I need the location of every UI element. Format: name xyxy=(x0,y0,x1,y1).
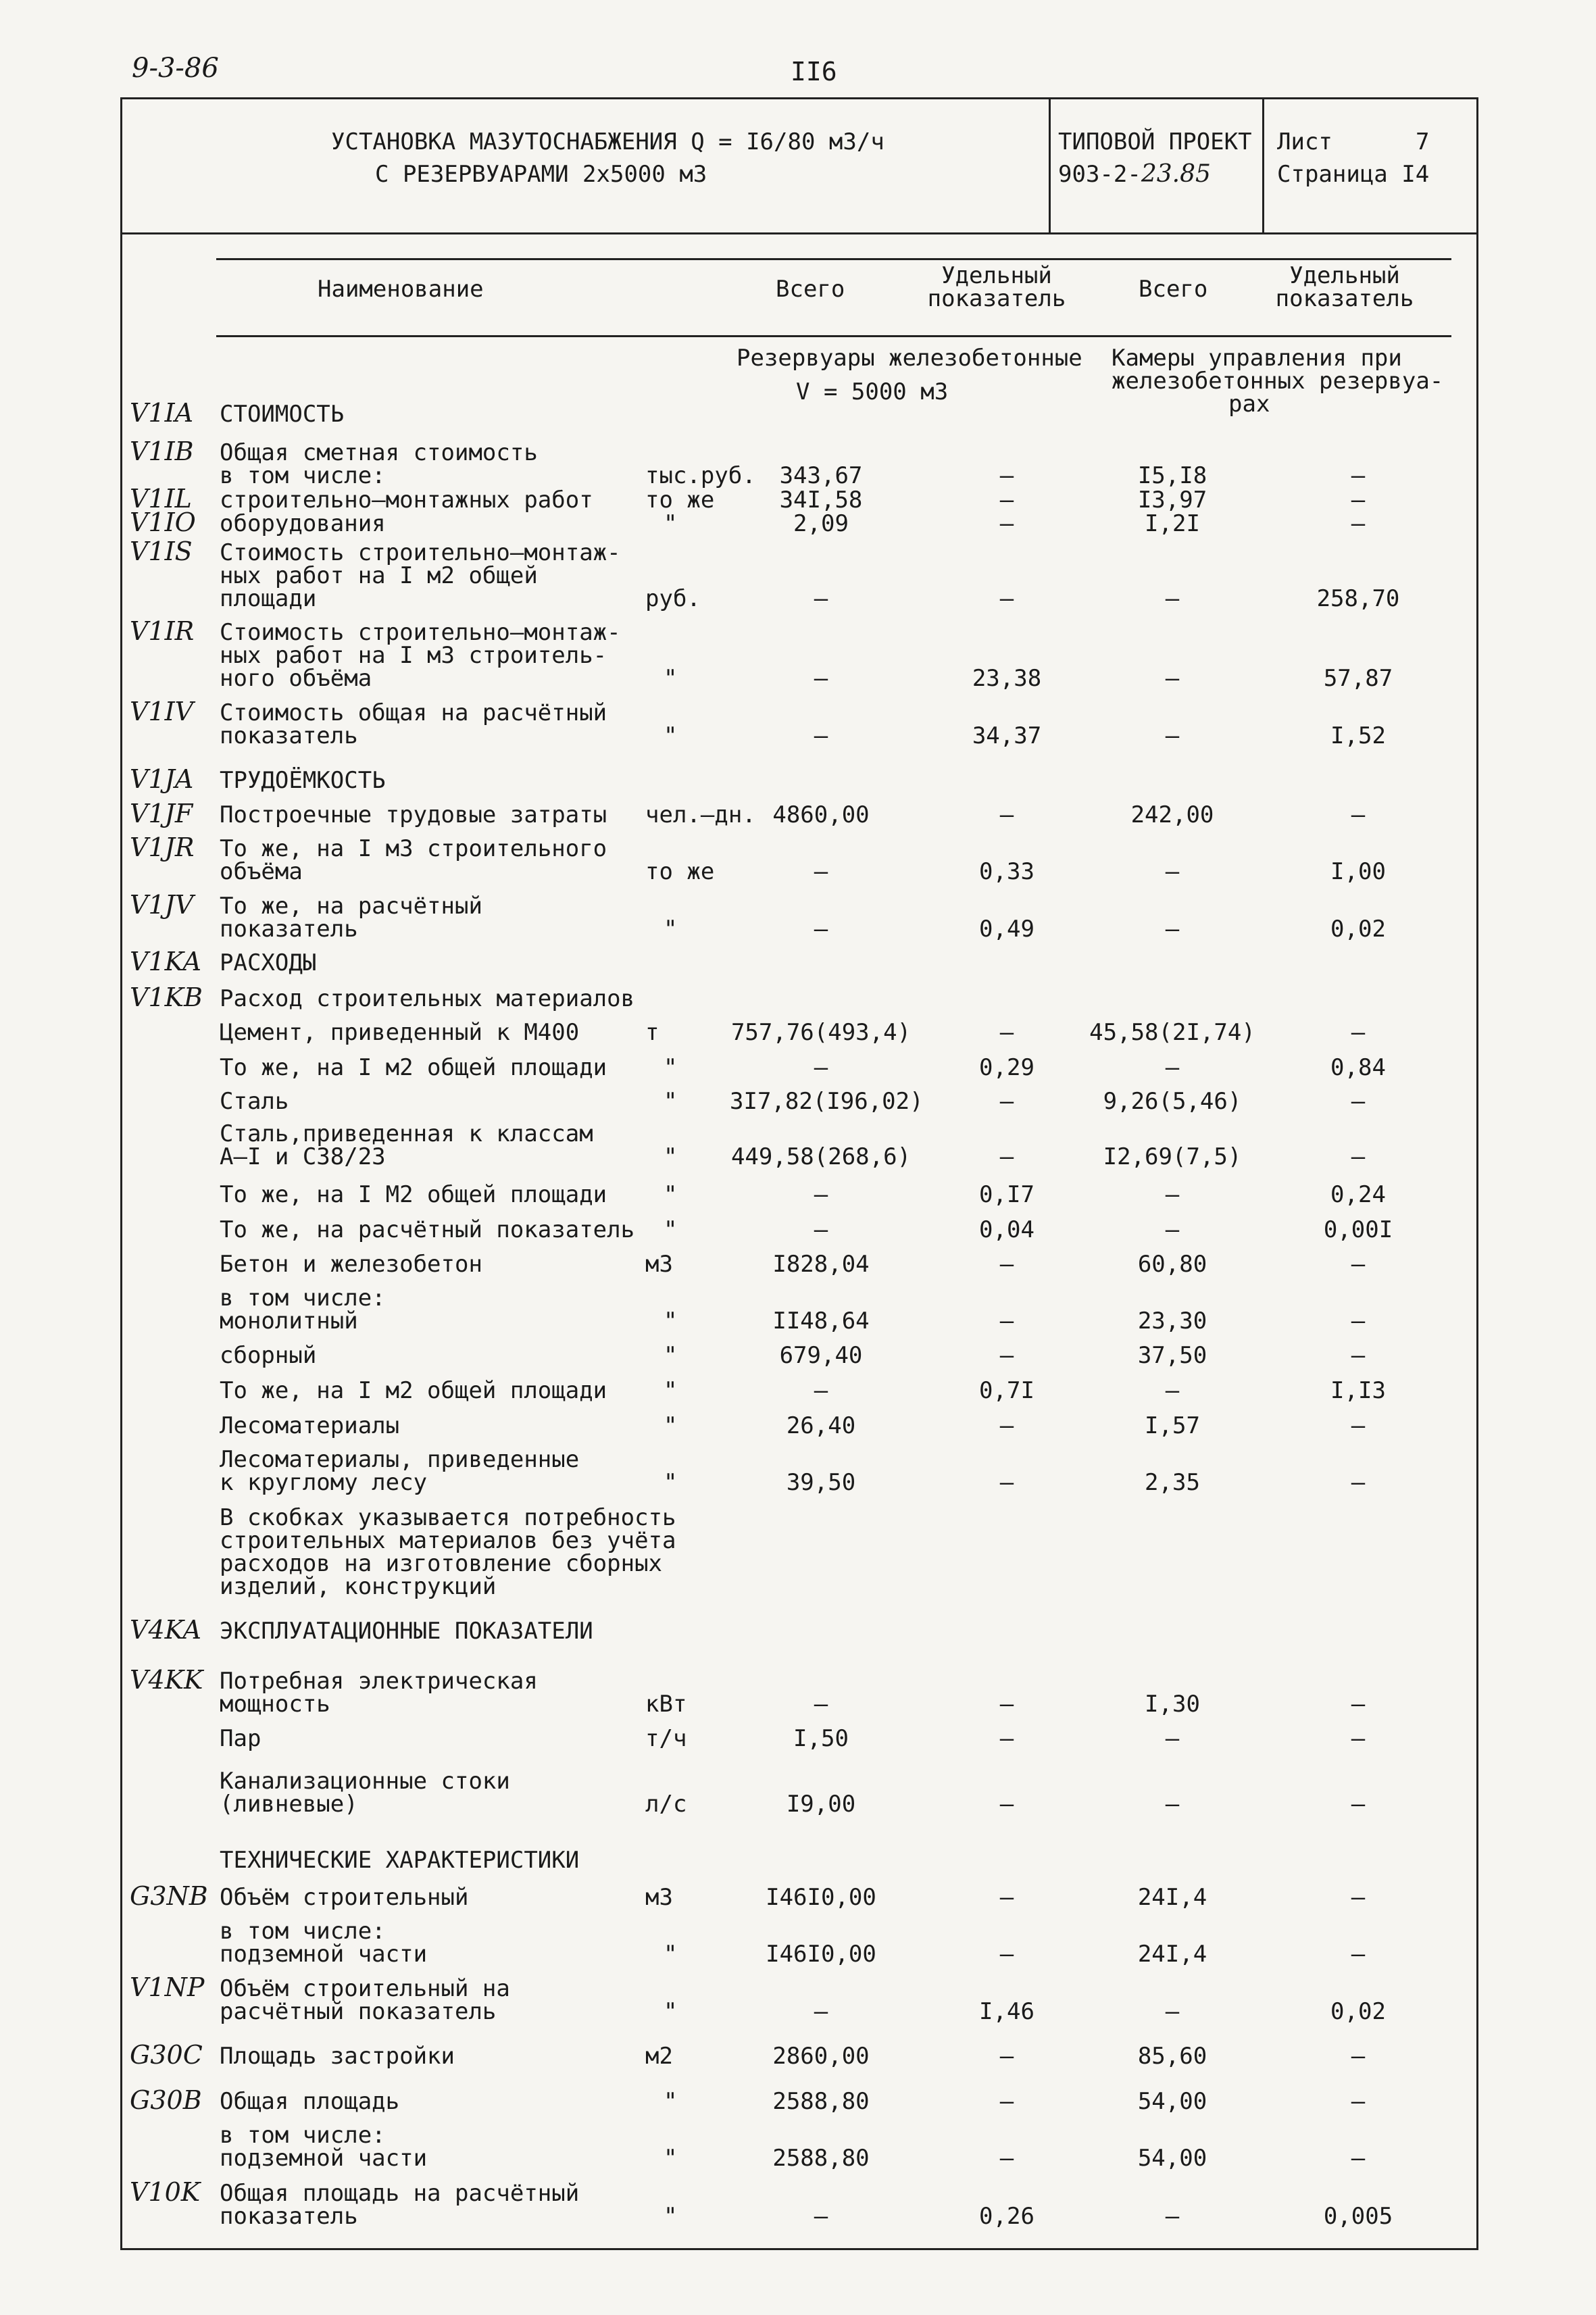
row-name: Канализационные стоки xyxy=(220,1768,510,1795)
row-unit: то же xyxy=(645,487,715,514)
row-unit: " xyxy=(664,1088,678,1115)
col-header-specific-1-line2: показатель xyxy=(927,285,1066,312)
row-specific-2: – xyxy=(1351,801,1366,828)
col-header-specific-1-line1: Удельный xyxy=(941,262,1052,289)
row-total-2: – xyxy=(1165,2203,1180,2230)
page-label: Страница I4 xyxy=(1277,161,1430,188)
row-name: Объём строительный xyxy=(220,1884,469,1911)
row-specific-2: – xyxy=(1351,1469,1366,1496)
row-total-1: 26,40 xyxy=(786,1412,856,1439)
row-unit: кВт xyxy=(645,1691,687,1718)
row-name: в том числе: xyxy=(220,1918,386,1945)
row-total-1: – xyxy=(814,2203,828,2230)
row-specific-2: – xyxy=(1351,462,1366,489)
row-specific-1: – xyxy=(999,2145,1014,2172)
row-total-1: 34I,58 xyxy=(779,487,863,514)
row-specific-1: – xyxy=(999,801,1014,828)
row-unit: " xyxy=(664,1412,678,1439)
row-name: подземной части xyxy=(220,2145,428,2172)
col-header-specific-2-line2: показатель xyxy=(1275,285,1414,312)
project-label: ТИПОВОЙ ПРОЕКТ xyxy=(1058,128,1252,155)
row-code: V1IR xyxy=(130,616,195,646)
row-specific-1: 0,26 xyxy=(979,2203,1034,2230)
row-name: Стоимость строительно–монтаж- xyxy=(220,539,621,566)
group-1-heading-line1: Резервуары железобетонные xyxy=(737,345,1082,372)
row-name: строительных материалов без учёта xyxy=(220,1527,676,1554)
row-total-1: – xyxy=(814,1216,828,1243)
row-name: показатель xyxy=(220,2203,358,2230)
row-unit: " xyxy=(664,2088,678,2115)
row-total-1: 2588,80 xyxy=(772,2088,870,2115)
row-specific-2: 258,70 xyxy=(1316,585,1400,612)
row-specific-2: – xyxy=(1351,1251,1366,1278)
col-header-specific-2-line1: Удельный xyxy=(1289,262,1400,289)
row-specific-2: – xyxy=(1351,1412,1366,1439)
row-unit: " xyxy=(664,1377,678,1404)
row-name: к круглому лесу xyxy=(220,1469,428,1496)
row-specific-1: – xyxy=(999,2043,1014,2070)
row-total-2: 24I,4 xyxy=(1137,1941,1207,1968)
row-specific-1: 34,37 xyxy=(972,722,1042,749)
row-name: объёма xyxy=(220,858,303,885)
row-name: То же, на I м2 общей площади xyxy=(220,1377,607,1404)
row-specific-1: I,46 xyxy=(979,1998,1034,2025)
row-specific-1: – xyxy=(999,1469,1014,1496)
row-specific-1: – xyxy=(999,1941,1014,1968)
row-specific-2: 0,84 xyxy=(1330,1054,1386,1081)
row-name: То же, на I М2 общей площади xyxy=(220,1181,607,1208)
row-unit: м3 xyxy=(645,1884,673,1911)
sheet-label: Лист xyxy=(1277,128,1332,155)
row-total-1: – xyxy=(814,916,828,943)
row-unit: " xyxy=(664,665,678,692)
row-specific-2: 0,005 xyxy=(1323,2203,1393,2230)
row-specific-1: – xyxy=(999,1791,1014,1818)
row-specific-2: – xyxy=(1351,1691,1366,1718)
row-specific-2: – xyxy=(1351,1342,1366,1369)
row-total-2: 24I,4 xyxy=(1137,1884,1207,1911)
row-total-1: – xyxy=(814,1377,828,1404)
row-code: V1KB xyxy=(130,982,203,1012)
row-specific-1: – xyxy=(999,1143,1014,1170)
row-total-1: 2588,80 xyxy=(772,2145,870,2172)
row-unit: " xyxy=(664,2203,678,2230)
row-name: изделий, конструкций xyxy=(220,1573,497,1600)
row-total-1: 2860,00 xyxy=(772,2043,870,2070)
row-unit: т xyxy=(645,1019,659,1046)
row-unit: т/ч xyxy=(645,1725,687,1752)
title-block-vline-1 xyxy=(1049,97,1051,232)
row-total-2: 242,00 xyxy=(1130,801,1214,828)
sheet-value: 7 xyxy=(1416,128,1430,155)
row-total-2: I,57 xyxy=(1145,1412,1200,1439)
row-code: V1IS xyxy=(130,537,193,566)
row-specific-1: 0,49 xyxy=(979,916,1034,943)
row-unit: " xyxy=(664,1998,678,2025)
row-name: Общая площадь xyxy=(220,2088,400,2115)
row-unit: " xyxy=(664,510,678,537)
row-specific-1: – xyxy=(999,1251,1014,1278)
project-code-print: 903-2- xyxy=(1058,161,1141,188)
row-name: То же, на I м3 строительного xyxy=(220,835,607,862)
row-name: ного объёма xyxy=(220,665,372,692)
row-total-1: – xyxy=(814,1998,828,2025)
row-specific-2: – xyxy=(1351,487,1366,514)
row-total-1: 449,58(268,6) xyxy=(730,1143,912,1170)
row-specific-1: 0,29 xyxy=(979,1054,1034,1081)
row-name: расходов на изготовление сборных xyxy=(220,1550,663,1577)
row-specific-2: – xyxy=(1351,1941,1366,1968)
row-unit: " xyxy=(664,1216,678,1243)
row-code: V1JF xyxy=(130,799,193,828)
row-total-1: – xyxy=(814,722,828,749)
row-name: Лесоматериалы xyxy=(220,1412,400,1439)
row-specific-2: – xyxy=(1351,1143,1366,1170)
row-specific-1: – xyxy=(999,510,1014,537)
row-specific-2: – xyxy=(1351,1884,1366,1911)
row-unit: " xyxy=(664,1342,678,1369)
row-total-2: 23,30 xyxy=(1137,1308,1207,1335)
row-name: Потребная электрическая xyxy=(220,1668,538,1695)
row-total-2: – xyxy=(1165,916,1180,943)
row-name: оборудования xyxy=(220,510,386,537)
row-total-2: – xyxy=(1165,1216,1180,1243)
row-specific-1: – xyxy=(999,1342,1014,1369)
row-code: V1IV xyxy=(130,697,194,726)
row-name: сборный xyxy=(220,1342,317,1369)
row-total-2: 54,00 xyxy=(1137,2145,1207,2172)
row-specific-1: 0,04 xyxy=(979,1216,1034,1243)
row-specific-2: 0,24 xyxy=(1330,1181,1386,1208)
row-name: показатель xyxy=(220,722,358,749)
row-total-2: – xyxy=(1165,585,1180,612)
row-name: в том числе: xyxy=(220,462,386,489)
row-total-2: 60,80 xyxy=(1137,1251,1207,1278)
row-total-2: I3,97 xyxy=(1137,487,1207,514)
row-specific-1: 23,38 xyxy=(972,665,1042,692)
row-unit: " xyxy=(664,2145,678,2172)
row-name: показатель xyxy=(220,916,358,943)
row-total-2: I,2I xyxy=(1145,510,1200,537)
page-number: II6 xyxy=(791,57,837,86)
row-unit: " xyxy=(664,1054,678,1081)
row-name: РАСХОДЫ xyxy=(220,949,317,976)
row-code: V1KA xyxy=(130,947,201,976)
row-code: V4KA xyxy=(130,1615,201,1645)
row-specific-2: 0,00I xyxy=(1323,1216,1393,1243)
row-total-1: 3I7,82(I96,02) xyxy=(730,1088,924,1115)
row-specific-2: – xyxy=(1351,1725,1366,1752)
row-name: мощность xyxy=(220,1691,330,1718)
row-name: Лесоматериалы, приведенные xyxy=(220,1446,580,1473)
row-total-2: – xyxy=(1165,858,1180,885)
row-total-1: 2,09 xyxy=(793,510,849,537)
row-code: V1JV xyxy=(130,890,194,920)
row-unit: м3 xyxy=(645,1251,673,1278)
row-total-2: – xyxy=(1165,722,1180,749)
row-name: подземной части xyxy=(220,1941,428,1968)
row-name: СТОИМОСТЬ xyxy=(220,401,345,428)
row-total-1: – xyxy=(814,1054,828,1081)
row-name: (ливневые) xyxy=(220,1791,358,1818)
row-specific-1: – xyxy=(999,1725,1014,1752)
row-total-2: I,30 xyxy=(1145,1691,1200,1718)
row-specific-2: I,52 xyxy=(1330,722,1386,749)
row-specific-2: 57,87 xyxy=(1323,665,1393,692)
row-code: V1IA xyxy=(130,398,194,428)
row-code: V1JA xyxy=(130,764,194,794)
row-unit: " xyxy=(664,1308,678,1335)
row-total-2: – xyxy=(1165,1181,1180,1208)
row-name: Стоимость строительно–монтаж- xyxy=(220,619,621,646)
row-total-2: – xyxy=(1165,1791,1180,1818)
row-name: Расход строительных материалов xyxy=(220,985,635,1012)
row-name: Объём строительный на xyxy=(220,1975,510,2002)
row-total-1: – xyxy=(814,1691,828,1718)
row-name: А–I и С38/23 xyxy=(220,1143,386,1170)
row-specific-2: – xyxy=(1351,2043,1366,2070)
row-total-2: 85,60 xyxy=(1137,2043,1207,2070)
row-name: Сталь,приведенная к классам xyxy=(220,1120,593,1147)
row-specific-1: – xyxy=(999,487,1014,514)
row-name: монолитный xyxy=(220,1308,358,1335)
title-block-vline-2 xyxy=(1262,97,1264,232)
row-specific-1: – xyxy=(999,462,1014,489)
row-specific-2: – xyxy=(1351,1088,1366,1115)
group-1-heading-line2: V = 5000 м3 xyxy=(796,378,949,405)
row-unit: руб. xyxy=(645,585,701,612)
row-name: ТРУДОЁМКОСТЬ xyxy=(220,767,386,794)
row-total-2: I2,69(7,5) xyxy=(1103,1143,1242,1170)
row-unit: " xyxy=(664,1469,678,1496)
row-specific-1: – xyxy=(999,585,1014,612)
project-code xyxy=(1058,162,1211,186)
row-unit: " xyxy=(664,1941,678,1968)
table-top-rule xyxy=(216,258,1451,260)
row-name: строительно–монтажных работ xyxy=(220,487,593,514)
row-name: То же, на I м2 общей площади xyxy=(220,1054,607,1081)
row-code: G3NB xyxy=(130,1881,208,1911)
row-total-1: 679,40 xyxy=(779,1342,863,1369)
row-name: в том числе: xyxy=(220,1285,386,1312)
row-specific-1: – xyxy=(999,1884,1014,1911)
row-total-2: – xyxy=(1165,1725,1180,1752)
row-specific-1: 0,I7 xyxy=(979,1181,1034,1208)
row-total-2: 45,58(2I,74) xyxy=(1089,1019,1255,1046)
col-header-total-2: Всего xyxy=(1139,276,1208,303)
row-total-2: – xyxy=(1165,1998,1180,2025)
row-total-1: 4860,00 xyxy=(772,801,870,828)
row-specific-2: I,I3 xyxy=(1330,1377,1386,1404)
row-total-1: – xyxy=(814,585,828,612)
row-total-1: 757,76(493,4) xyxy=(730,1019,912,1046)
row-total-2: 54,00 xyxy=(1137,2088,1207,2115)
row-code: G30B xyxy=(130,2085,202,2115)
row-total-1: – xyxy=(814,665,828,692)
row-code: V1NP xyxy=(130,1972,205,2002)
row-specific-2: – xyxy=(1351,2145,1366,2172)
row-name: Сталь xyxy=(220,1088,289,1115)
row-name: Площадь застройки xyxy=(220,2043,455,2070)
row-unit: м2 xyxy=(645,2043,673,2070)
project-code-hand: 23.85 xyxy=(1141,160,1211,188)
row-total-1: II48,64 xyxy=(772,1308,870,1335)
row-name: То же, на расчётный показатель xyxy=(220,1216,635,1243)
row-unit: тыс.руб. xyxy=(645,462,756,489)
row-specific-1: – xyxy=(999,1308,1014,1335)
row-total-2: – xyxy=(1165,665,1180,692)
col-header-name: Наименование xyxy=(318,276,484,303)
row-total-1: 343,67 xyxy=(779,462,863,489)
row-name: В скобках указывается потребность xyxy=(220,1504,676,1531)
row-specific-1: – xyxy=(999,1412,1014,1439)
row-total-2: – xyxy=(1165,1054,1180,1081)
row-specific-1: 0,33 xyxy=(979,858,1034,885)
row-specific-2: – xyxy=(1351,1791,1366,1818)
row-total-1: I9,00 xyxy=(786,1791,856,1818)
row-total-1: 39,50 xyxy=(786,1469,856,1496)
row-name: Стоимость общая на расчётный xyxy=(220,699,607,726)
row-name: ных работ на I м3 строитель- xyxy=(220,642,607,669)
row-specific-1: – xyxy=(999,1019,1014,1046)
row-total-1: I828,04 xyxy=(772,1251,870,1278)
group-2-heading-line1: Камеры управления при xyxy=(1112,345,1402,372)
row-total-2: I5,I8 xyxy=(1137,462,1207,489)
table-header-rule xyxy=(216,335,1451,337)
row-name: ных работ на I м2 общей xyxy=(220,562,538,589)
row-code: V1IL xyxy=(130,484,192,514)
row-name: Построечные трудовые затраты xyxy=(220,801,607,828)
row-name: Цемент, приведенный к М400 xyxy=(220,1019,580,1046)
row-specific-2: I,00 xyxy=(1330,858,1386,885)
row-specific-2: – xyxy=(1351,1019,1366,1046)
title-line-1: УСТАНОВКА МАЗУТОСНАБЖЕНИЯ Q = I6/80 м3/ч xyxy=(331,128,884,155)
row-code: V10K xyxy=(130,2177,201,2207)
row-specific-1: – xyxy=(999,1691,1014,1718)
row-total-2: 2,35 xyxy=(1145,1469,1200,1496)
row-name: площади xyxy=(220,585,317,612)
row-total-2: – xyxy=(1165,1377,1180,1404)
row-unit: " xyxy=(664,1143,678,1170)
row-unit: " xyxy=(664,1181,678,1208)
title-block-divider xyxy=(120,232,1478,234)
row-total-1: I,50 xyxy=(793,1725,849,1752)
row-name: ЭКСПЛУАТАЦИОННЫЕ ПОКАЗАТЕЛИ xyxy=(220,1618,593,1645)
row-total-1: – xyxy=(814,858,828,885)
row-unit: л/с xyxy=(645,1791,687,1818)
group-2-heading-line3: рах xyxy=(1228,391,1270,418)
row-specific-1: – xyxy=(999,1088,1014,1115)
row-total-2: 9,26(5,46) xyxy=(1103,1088,1242,1115)
row-name: Бетон и железобетон xyxy=(220,1251,482,1278)
row-total-1: – xyxy=(814,1181,828,1208)
row-total-2: 37,50 xyxy=(1137,1342,1207,1369)
row-unit: то же xyxy=(645,858,715,885)
row-specific-2: 0,02 xyxy=(1330,916,1386,943)
row-specific-2: – xyxy=(1351,510,1366,537)
row-code: V1IB xyxy=(130,437,194,466)
row-name: Пар xyxy=(220,1725,261,1752)
row-name: расчётный показатель xyxy=(220,1998,497,2025)
row-unit: " xyxy=(664,916,678,943)
document-date: 9-3-86 xyxy=(132,53,219,84)
row-total-1: I46I0,00 xyxy=(766,1941,876,1968)
row-specific-1: – xyxy=(999,2088,1014,2115)
row-specific-2: – xyxy=(1351,2088,1366,2115)
group-2-heading-line2: железобетонных резервуа- xyxy=(1112,368,1444,395)
row-name: То же, на расчётный xyxy=(220,893,482,920)
row-total-1: I46I0,00 xyxy=(766,1884,876,1911)
row-specific-2: 0,02 xyxy=(1330,1998,1386,2025)
title-line-2: С РЕЗЕРВУАРАМИ 2х5000 м3 xyxy=(375,161,707,188)
row-name: Общая площадь на расчётный xyxy=(220,2180,580,2207)
row-name: Общая сметная стоимость xyxy=(220,439,538,466)
row-code: V4KK xyxy=(130,1665,203,1695)
row-unit: " xyxy=(664,722,678,749)
row-code: V1IO xyxy=(130,507,196,537)
row-specific-1: 0,7I xyxy=(979,1377,1034,1404)
row-name: в том числе: xyxy=(220,2122,386,2149)
row-name: ТЕХНИЧЕСКИЕ ХАРАКТЕРИСТИКИ xyxy=(220,1847,580,1874)
row-code: G30C xyxy=(130,2040,203,2070)
row-specific-2: – xyxy=(1351,1308,1366,1335)
row-unit: чел.–дн. xyxy=(645,801,756,828)
row-code: V1JR xyxy=(130,832,195,862)
col-header-total-1: Всего xyxy=(776,276,845,303)
